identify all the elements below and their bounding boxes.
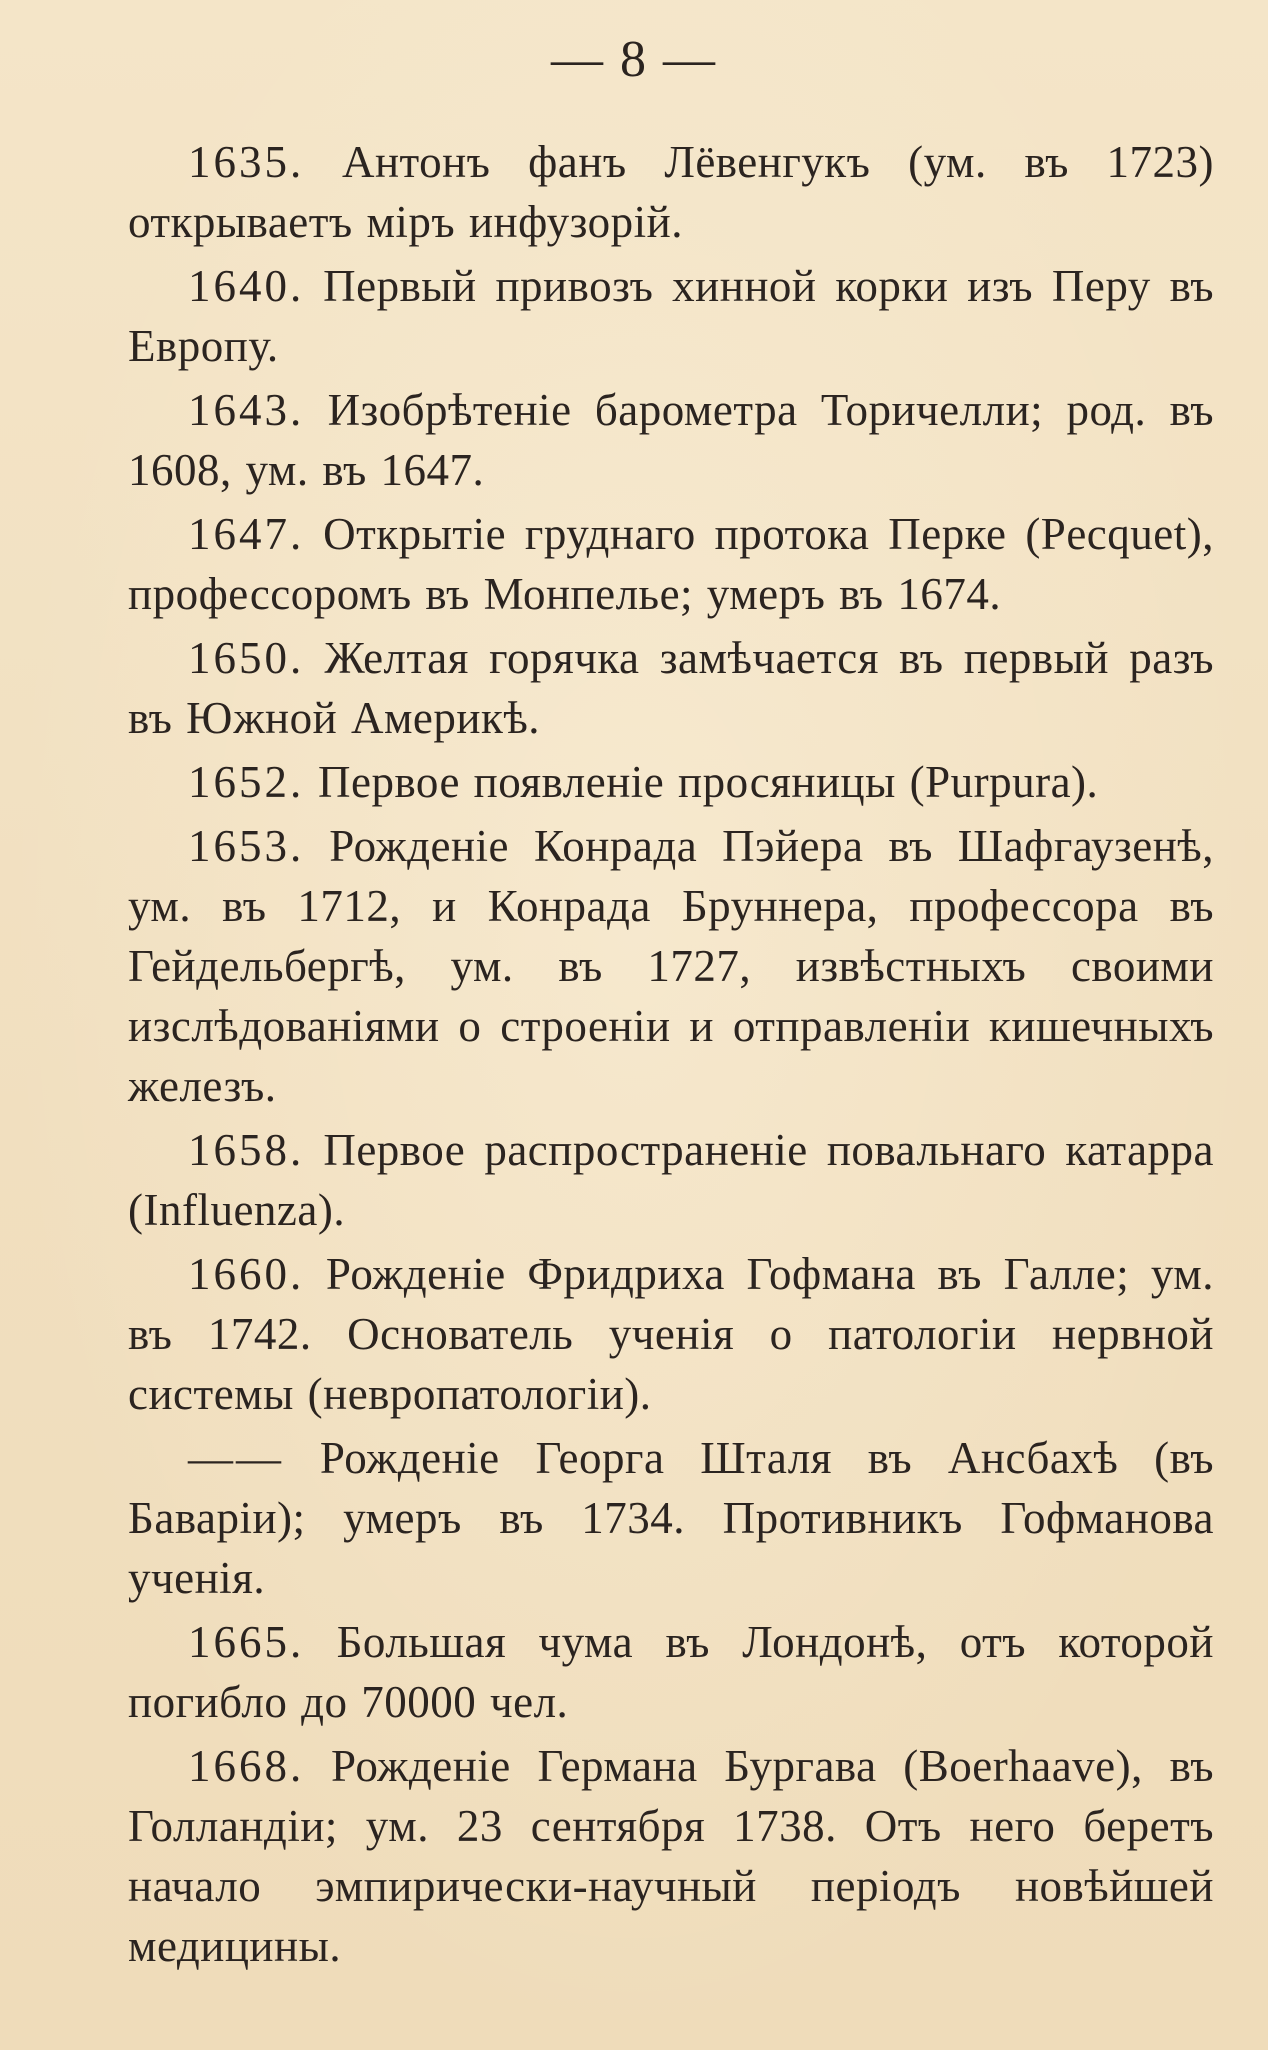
- entry-text: Первый привозъ хинной корки изъ Перу въ Европу.: [128, 261, 1214, 371]
- entry-year: 1647.: [188, 509, 305, 559]
- entry-year: 1660.: [188, 1249, 305, 1299]
- entry-year: 1650.: [188, 633, 305, 683]
- chronology-entry: [128, 1428, 1214, 1608]
- page-number: — 8 —: [551, 31, 717, 88]
- entry-year: 1652.: [188, 757, 305, 807]
- chronology-entry: [128, 1244, 1214, 1424]
- entry-text: Первое распространеніе повальнаго катарра (Influenza).: [128, 1125, 1215, 1235]
- entry-year: 1643.: [188, 385, 305, 435]
- entry-text: Рожденіе Конрада Пэйера въ Шафгаузенѣ, ум. въ 1712, и Конрада Бруннера, профессора въ Гейдельбергѣ, ум. въ 1727, извѣстныхъ своими изслѣдованіями о строеніи и отправленіи кишечныхъ железъ.: [128, 821, 1214, 1111]
- entry-year: 1653.: [188, 821, 305, 871]
- chronology-entry: [128, 1120, 1214, 1240]
- entry-year: 1640.: [188, 261, 305, 311]
- chronology-entry: [128, 380, 1214, 500]
- entry-year: 1658.: [188, 1125, 305, 1175]
- entry-year: 1665.: [188, 1617, 305, 1667]
- entry-text: Рожденіе Георга Шталя въ Ансбахѣ (въ Баваріи); умеръ въ 1734. Противникъ Гофманова ученія.: [128, 1433, 1215, 1603]
- entry-year: ——: [188, 1433, 284, 1483]
- chronology-text: [128, 132, 1214, 1976]
- entry-text: Антонъ фанъ Лёвенгукъ (ум. въ 1723) открываетъ міръ инфузорій.: [128, 137, 1215, 247]
- chronology-entry: [128, 504, 1214, 624]
- entry-text: Рожденіе Германа Бургава (Boerhaave), въ Голландіи; ум. 23 сентября 1738. Отъ него беретъ начало эмпирически-научный періодъ новѣйшей медицины.: [128, 1741, 1214, 1971]
- chronology-entry: [128, 752, 1214, 812]
- entry-text: Желтая горячка замѣчается въ первый разъ въ Южной Америкѣ.: [128, 633, 1214, 743]
- chronology-entry: [128, 628, 1214, 748]
- entry-year: 1635.: [188, 137, 305, 187]
- entry-text: Первое появленіе просяницы (Purpura).: [318, 757, 1099, 807]
- entry-text: Большая чума въ Лондонѣ, отъ которой погибло до 70000 чел.: [128, 1617, 1215, 1727]
- entry-text: Рожденіе Фридриха Гофмана въ Галле; ум. въ 1742. Основатель ученія о патологіи нервной системы (невропатологіи).: [128, 1249, 1215, 1419]
- chronology-entry: [128, 256, 1214, 376]
- entry-text: Изобрѣтеніе барометра Торичелли; род. въ 1608, ум. въ 1647.: [128, 385, 1215, 495]
- chronology-entry: [128, 1612, 1214, 1732]
- chronology-entry: [128, 1736, 1214, 1976]
- chronology-entry: [128, 816, 1214, 1116]
- chronology-entry: [128, 132, 1214, 252]
- entry-year: 1668.: [188, 1741, 305, 1791]
- entry-text: Открытіе груднаго протока Перке (Pecquet), профессоромъ въ Монпелье; умеръ въ 1674.: [128, 509, 1214, 619]
